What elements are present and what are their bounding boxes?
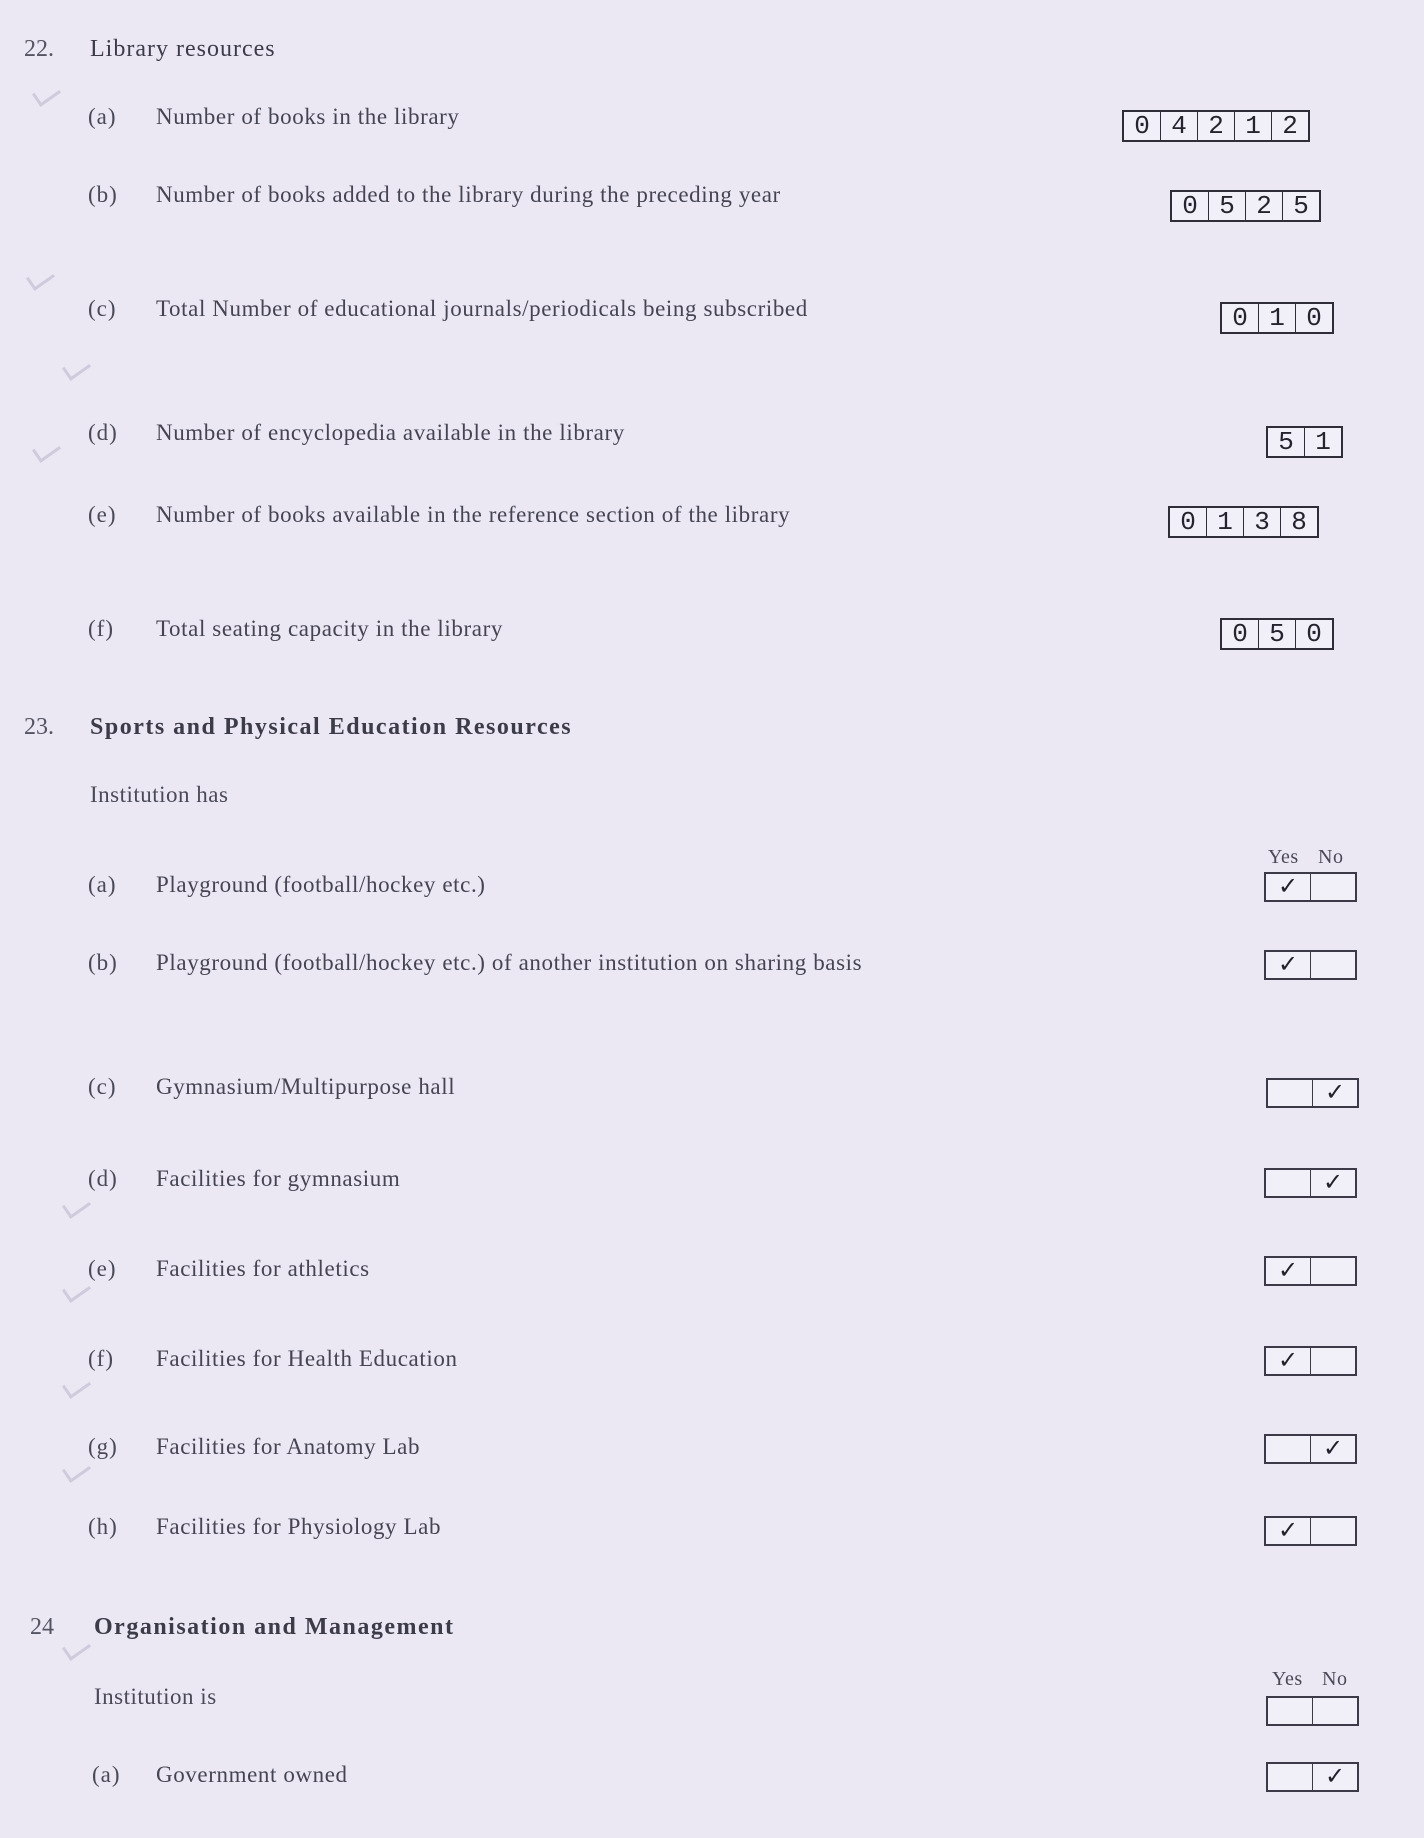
digit-box[interactable]: 3 (1243, 508, 1280, 536)
seating-capacity-field[interactable] (1220, 618, 1334, 650)
item-letter: (f) (88, 616, 114, 641)
bleed-mark (32, 80, 61, 107)
bleed-mark (62, 1192, 91, 1219)
journals-count-field[interactable] (1220, 302, 1334, 334)
no-header: No (1318, 846, 1344, 868)
encyclopedia-count-field[interactable] (1266, 426, 1343, 458)
yes-no-checkbox-pair[interactable] (1264, 1434, 1357, 1464)
bleed-mark (62, 1372, 91, 1399)
digit-box[interactable]: 4 (1160, 112, 1197, 140)
item-letter: (a) (92, 1762, 121, 1787)
question-text: Facilities for Health Education (156, 1346, 458, 1371)
digit-box[interactable]: 5 (1258, 620, 1295, 648)
item-letter: (g) (88, 1434, 118, 1459)
digit-box[interactable]: 8 (1280, 508, 1317, 536)
no-checkbox[interactable] (1310, 1258, 1355, 1284)
section-24-subtitle: Institution is (94, 1684, 217, 1709)
yes-no-checkbox-pair[interactable] (1264, 1516, 1357, 1546)
yes-no-checkbox-pair[interactable] (1264, 872, 1357, 902)
item-letter: (c) (88, 296, 117, 321)
item-letter: (e) (88, 502, 117, 527)
section-23-title: Sports and Physical Education Resources (90, 714, 573, 740)
no-header: No (1322, 1668, 1348, 1690)
question-text: Gymnasium/Multipurpose hall (156, 1074, 456, 1099)
item-letter: (f) (88, 1346, 114, 1371)
reference-books-field[interactable] (1168, 506, 1319, 538)
section-22-title: Library resources (90, 36, 276, 62)
yes-checkbox[interactable]: ✓ (1277, 1256, 1299, 1284)
question-text: Facilities for Physiology Lab (156, 1514, 442, 1539)
question-text: Government owned (156, 1762, 348, 1787)
question-text: Playground (football/hockey etc.) of another institution on sharing basis (156, 950, 863, 975)
digit-box[interactable]: 2 (1271, 112, 1308, 140)
digit-box[interactable]: 1 (1234, 112, 1271, 140)
yes-no-checkbox-pair[interactable] (1264, 1168, 1357, 1198)
digit-box[interactable]: 0 (1295, 620, 1332, 648)
no-checkbox[interactable]: ✓ (1310, 1170, 1355, 1196)
bleed-mark (62, 1456, 91, 1483)
question-text: Number of books in the library (156, 104, 460, 129)
section-23-number: 23. (24, 714, 54, 740)
section-23-subtitle: Institution has (90, 782, 229, 807)
bleed-mark (62, 1276, 91, 1303)
yes-no-checkbox-pair[interactable] (1266, 1762, 1359, 1792)
books-count-field[interactable] (1122, 110, 1310, 142)
books-added-field[interactable] (1170, 190, 1321, 222)
digit-box[interactable]: 5 (1208, 192, 1245, 220)
digit-box[interactable]: 0 (1232, 303, 1248, 333)
no-checkbox[interactable] (1310, 952, 1355, 978)
no-checkbox[interactable] (1310, 1348, 1355, 1374)
question-text: Number of encyclopedia available in the library (156, 420, 625, 445)
digit-box[interactable]: 1 (1258, 304, 1295, 332)
no-checkbox[interactable]: ✓ (1312, 1764, 1357, 1790)
question-text: Total seating capacity in the library (156, 616, 503, 641)
item-letter: (h) (88, 1514, 118, 1539)
digit-box[interactable]: 0 (1134, 111, 1150, 141)
yes-checkbox[interactable]: ✓ (1277, 872, 1299, 900)
item-letter: (a) (88, 872, 117, 897)
question-text: Total Number of educational journals/periodicals being subscribed (156, 296, 808, 321)
question-text: Playground (football/hockey etc.) (156, 872, 486, 897)
yes-checkbox[interactable] (1268, 1080, 1312, 1106)
yes-checkbox[interactable] (1266, 1436, 1310, 1462)
no-checkbox[interactable] (1310, 874, 1355, 900)
bleed-mark (62, 1634, 91, 1661)
question-text: Facilities for athletics (156, 1256, 370, 1281)
yes-checkbox[interactable]: ✓ (1277, 1346, 1299, 1374)
yes-header: Yes (1272, 1668, 1303, 1690)
question-text: Number of books available in the reference section of the library (156, 502, 791, 527)
digit-box[interactable]: 1 (1206, 508, 1243, 536)
item-letter: (d) (88, 1166, 118, 1191)
item-letter: (a) (88, 104, 117, 129)
yes-no-checkbox-pair[interactable] (1266, 1078, 1359, 1108)
yes-checkbox[interactable] (1268, 1764, 1312, 1790)
section-22-number: 22. (24, 36, 54, 62)
section-24-number: 24 (30, 1614, 54, 1640)
yes-checkbox[interactable]: ✓ (1277, 950, 1299, 978)
item-letter: (e) (88, 1256, 117, 1281)
digit-box[interactable]: 2 (1197, 112, 1234, 140)
no-checkbox[interactable] (1310, 1518, 1355, 1544)
yes-no-checkbox-pair[interactable] (1264, 1346, 1357, 1376)
bleed-mark (62, 354, 91, 381)
item-letter: (b) (88, 950, 118, 975)
digit-box[interactable]: 0 (1182, 191, 1198, 221)
item-letter: (b) (88, 182, 118, 207)
item-letter: (d) (88, 420, 118, 445)
yes-checkbox[interactable]: ✓ (1277, 1516, 1299, 1544)
item-letter: (c) (88, 1074, 117, 1099)
yes-no-checkbox-pair[interactable] (1264, 1256, 1357, 1286)
question-text: Number of books added to the library during the preceding year (156, 182, 781, 207)
digit-box[interactable]: 0 (1180, 507, 1196, 537)
yes-no-checkbox-pair[interactable] (1266, 1696, 1359, 1726)
digit-box[interactable]: 5 (1278, 427, 1294, 457)
digit-box[interactable]: 1 (1304, 428, 1341, 456)
digit-box[interactable]: 2 (1245, 192, 1282, 220)
digit-box[interactable]: 0 (1295, 304, 1332, 332)
no-checkbox[interactable]: ✓ (1310, 1436, 1355, 1462)
no-checkbox[interactable]: ✓ (1312, 1080, 1357, 1106)
digit-box[interactable]: 0 (1232, 619, 1248, 649)
question-text: Facilities for Anatomy Lab (156, 1434, 421, 1459)
yes-checkbox[interactable] (1268, 1698, 1312, 1724)
yes-checkbox[interactable] (1266, 1170, 1310, 1196)
no-checkbox[interactable] (1312, 1698, 1357, 1724)
question-text: Facilities for gymnasium (156, 1166, 401, 1191)
yes-header: Yes (1268, 846, 1299, 868)
section-24-title: Organisation and Management (94, 1614, 455, 1640)
bleed-mark (32, 436, 61, 463)
yes-no-checkbox-pair[interactable] (1264, 950, 1357, 980)
digit-box[interactable]: 5 (1282, 192, 1319, 220)
bleed-mark (26, 264, 55, 291)
